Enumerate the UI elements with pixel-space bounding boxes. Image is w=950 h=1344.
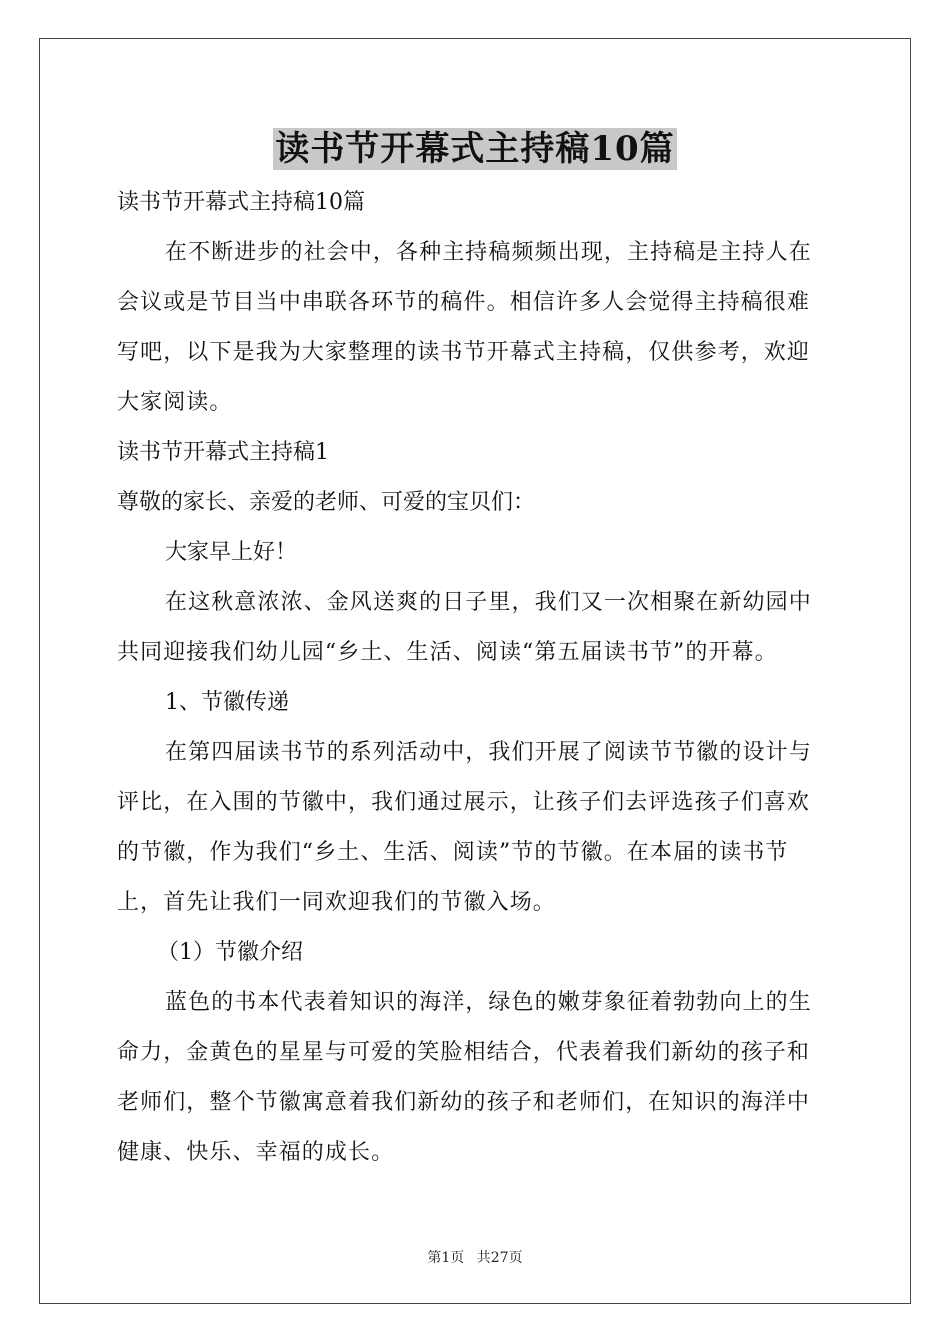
list-item-emblem-intro: （1）节徽介绍 xyxy=(157,940,303,965)
subtitle-line: 读书节开幕式主持稿10篇 xyxy=(117,190,365,215)
paragraph-opening: 在这秋意浓浓、金风送爽的日子里，我们又一次相聚在新幼园中共同迎接我们幼儿园“乡土、生活、阅读“第五届读书节”的开幕。 xyxy=(117,590,812,665)
greeting: 大家早上好！ xyxy=(165,540,298,565)
section-heading: 读书节开幕式主持稿1 xyxy=(117,440,329,465)
document-body xyxy=(117,178,833,1178)
page-number: 第1页 xyxy=(427,1250,465,1266)
page-total: 共27页 xyxy=(476,1250,523,1266)
list-item-emblem-passing: 1、节徽传递 xyxy=(165,690,289,715)
salutation: 尊敬的家长、亲爱的老师、可爱的宝贝们： xyxy=(117,490,536,515)
paragraph-emblem-meaning: 蓝色的书本代表着知识的海洋，绿色的嫩芽象征着勃勃向上的生命力，金黄色的星星与可爱的笑脸相结合，代表着我们新幼的孩子和老师们，整个节徽寓意着我们新幼的孩子和老师们，在知识的海洋中健康、快乐、幸福的成长。 xyxy=(117,990,812,1165)
title-container xyxy=(0,128,950,170)
document-title: 读书节开幕式主持稿10篇 xyxy=(275,129,675,169)
paragraph-emblem: 在第四届读书节的系列活动中，我们开展了阅读节节徽的设计与评比，在入围的节徽中，我们通过展示，让孩子们去评选孩子们喜欢的节徽，作为我们“乡土、生活、阅读”节的节徽。在本届的读书节上，首先让我们一同欢迎我们的节徽入场。 xyxy=(117,740,812,915)
intro-paragraph: 在不断进步的社会中，各种主持稿频频出现，主持稿是主持人在会议或是节目当中串联各环节的稿件。相信许多人会觉得主持稿很难写吧，以下是我为大家整理的读书节开幕式主持稿，仅供参考，欢迎大家阅读。 xyxy=(117,240,812,415)
page-footer xyxy=(0,1247,950,1267)
